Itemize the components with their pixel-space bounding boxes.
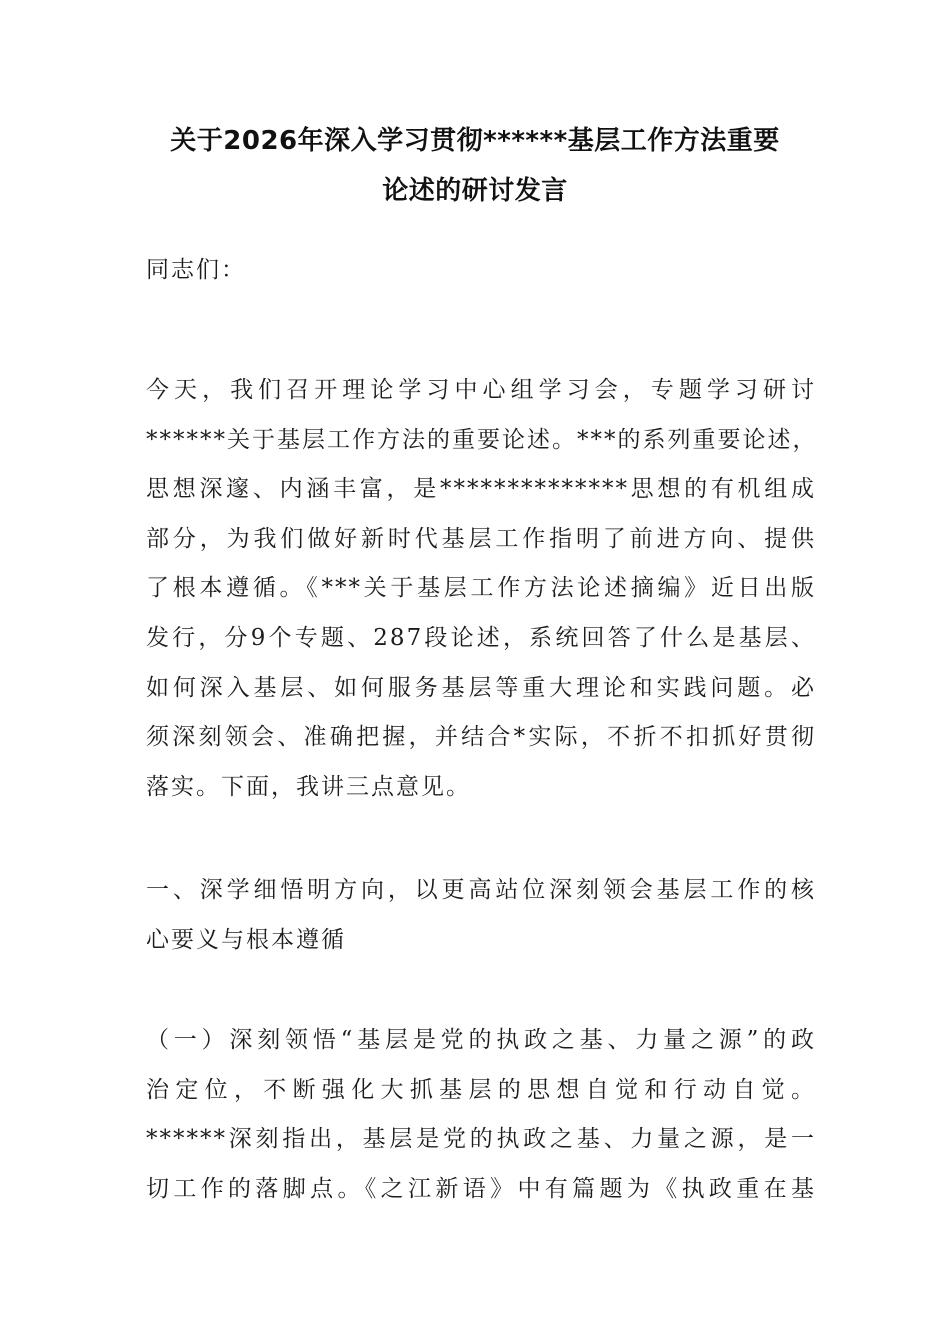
document-title-line-1: 关于2026年深入学习贯彻******基层工作方法重要 [170, 126, 780, 156]
intro-line: 发行，分9个专题、287段论述，系统回答了什么是基层、 [146, 624, 816, 651]
intro-line: 思想深邃、内涵丰富，是**************思想的有机组成 [146, 476, 816, 503]
section-1-heading-line: 心要义与根本遵循 [146, 926, 346, 953]
intro-line: 须深刻领会、准确把握，并结合*实际，不折不扣抓好贯彻 [146, 724, 816, 751]
intro-paragraph [146, 366, 816, 812]
intro-line: 了根本遵循。《***关于基层工作方法论述摘编》近日出版 [146, 575, 816, 602]
subsection-1-line: 治定位，不断强化大抓基层的思想自觉和行动自觉。 [146, 1076, 816, 1103]
intro-line: ******关于基层工作方法的重要论述。***的系列重要论述， [146, 426, 818, 453]
subsection-1-line: ******深刻指出，基层是党的执政之基、力量之源，是一 [146, 1126, 816, 1153]
subsection-1-line: （一）深刻领悟“基层是党的执政之基、力量之源”的政 [146, 1027, 816, 1053]
greeting [146, 246, 816, 296]
section-1-heading-line: 一、深学细悟明方向，以更高站位深刻领会基层工作的核 [146, 877, 816, 903]
subsection-1-paragraph [146, 1016, 816, 1214]
intro-line: 落实。下面，我讲三点意见。 [146, 773, 471, 800]
intro-line: 如何深入基层、如何服务基层等重大理论和实践问题。必 [146, 674, 816, 701]
section-1-heading [146, 866, 816, 965]
intro-line: 今天，我们召开理论学习中心组学习会，专题学习研讨 [146, 377, 816, 403]
document-title-line-2: 论述的研讨发言 [382, 176, 568, 206]
intro-line: 部分，为我们做好新时代基层工作指明了前进方向、提供 [146, 525, 816, 552]
subsection-1-line: 切工作的落脚点。《之江新语》中有篇题为《执政重在基 [146, 1175, 816, 1202]
greeting-text: 同志们： [146, 257, 246, 283]
